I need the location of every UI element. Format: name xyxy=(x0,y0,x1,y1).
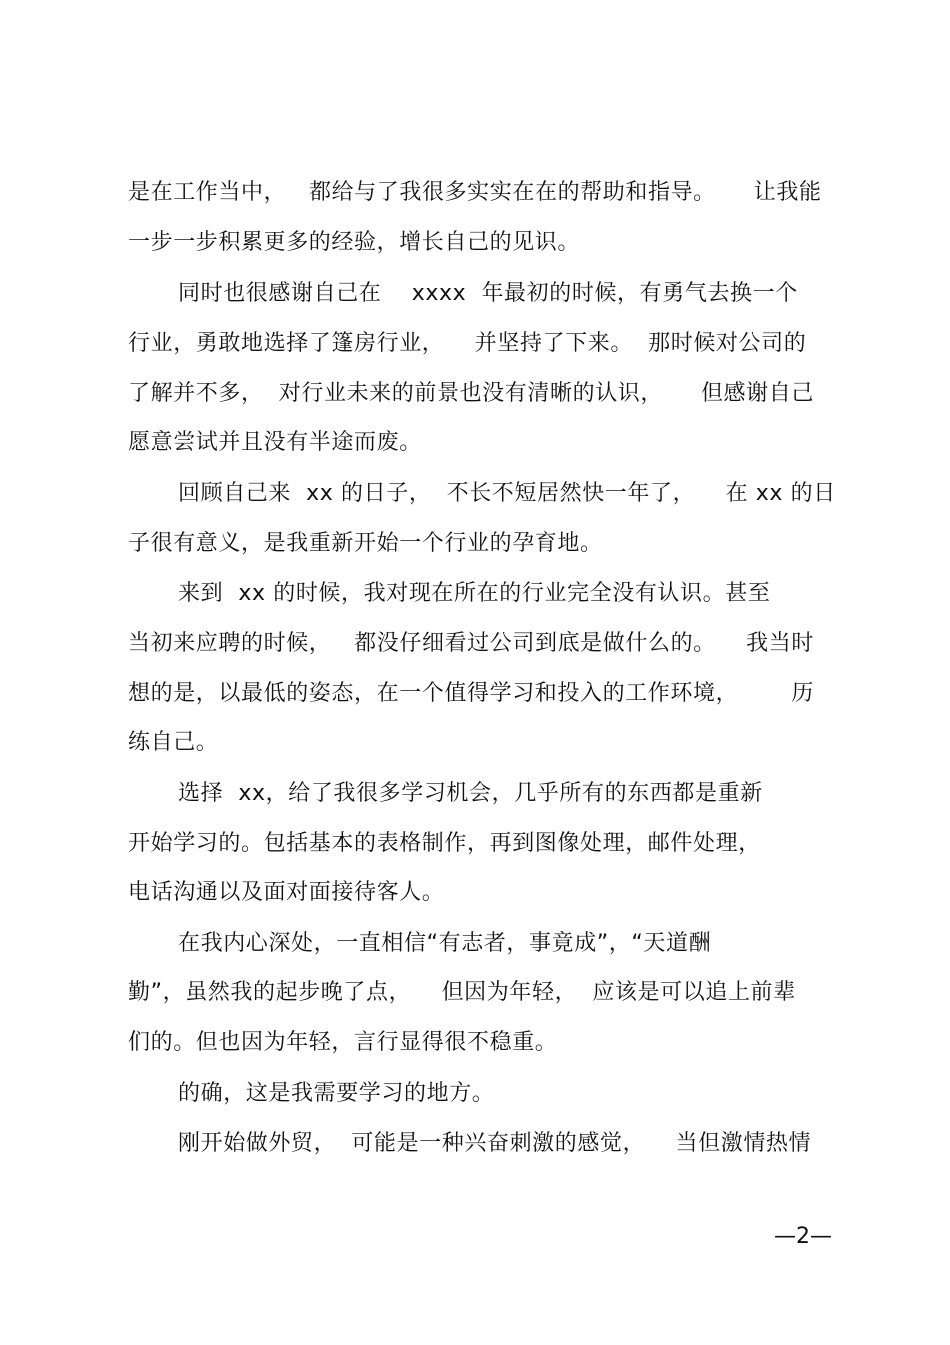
text-line: 选择 xx，给了我很多学习机会，几乎所有的东西都是重新 xyxy=(178,781,763,806)
text-line: 想的是，以最低的姿态，在一个值得学习和投入的工作环境， 历 xyxy=(128,681,814,706)
text-line: 了解并不多， 对行业未来的前景也没有清晰的认识， 但感谢自己 xyxy=(128,381,814,406)
text-line: 一步一步积累更多的经验，增长自己的见识。 xyxy=(128,230,581,255)
text-line: 当初来应聘的时候， 都没仔细看过公司到底是做什么的。 我当时 xyxy=(128,631,814,656)
text-line: 的确，这是我需要学习的地方。 xyxy=(178,1081,495,1106)
text-line: 练自己。 xyxy=(128,730,219,755)
text-line: 子很有意义，是我重新开始一个行业的孕育地。 xyxy=(128,531,603,556)
text-line: 开始学习的。包括基本的表格制作，再到图像处理，邮件处理， xyxy=(128,831,761,856)
text-line: 来到 xx 的时候，我对现在所在的行业完全没有认识。甚至 xyxy=(178,581,771,606)
text-line: 们的。但也因为年轻，言行显得很不稳重。 xyxy=(128,1030,558,1055)
page-number: —2— xyxy=(774,1224,832,1249)
text-line: 电话沟通以及面对面接待客人。 xyxy=(128,880,445,905)
text-line: 是在工作当中， 都给与了我很多实实在在的帮助和指导。 让我能 xyxy=(128,180,822,205)
text-line: 同时也很感谢自己在 xxxx 年最初的时候，有勇气去换一个 xyxy=(178,281,798,306)
text-line: 回顾自己来 xx 的日子， 不长不短居然快一年了， 在 xx 的日 xyxy=(178,481,836,506)
text-line: 行业，勇敢地选择了篷房行业， 并坚持了下来。 那时候对公司的 xyxy=(128,331,807,356)
text-line: 在我内心深处，一直相信“有志者，事竟成”，“天道酬 xyxy=(178,931,712,956)
text-line: 勤”，虽然我的起步晚了点， 但因为年轻， 应该是可以追上前辈 xyxy=(128,980,796,1005)
text-line: 刚开始做外贸， 可能是一种兴奋刺激的感觉， 当但激情热情 xyxy=(178,1131,812,1156)
text-line: 愿意尝试并且没有半途而废。 xyxy=(128,430,422,455)
